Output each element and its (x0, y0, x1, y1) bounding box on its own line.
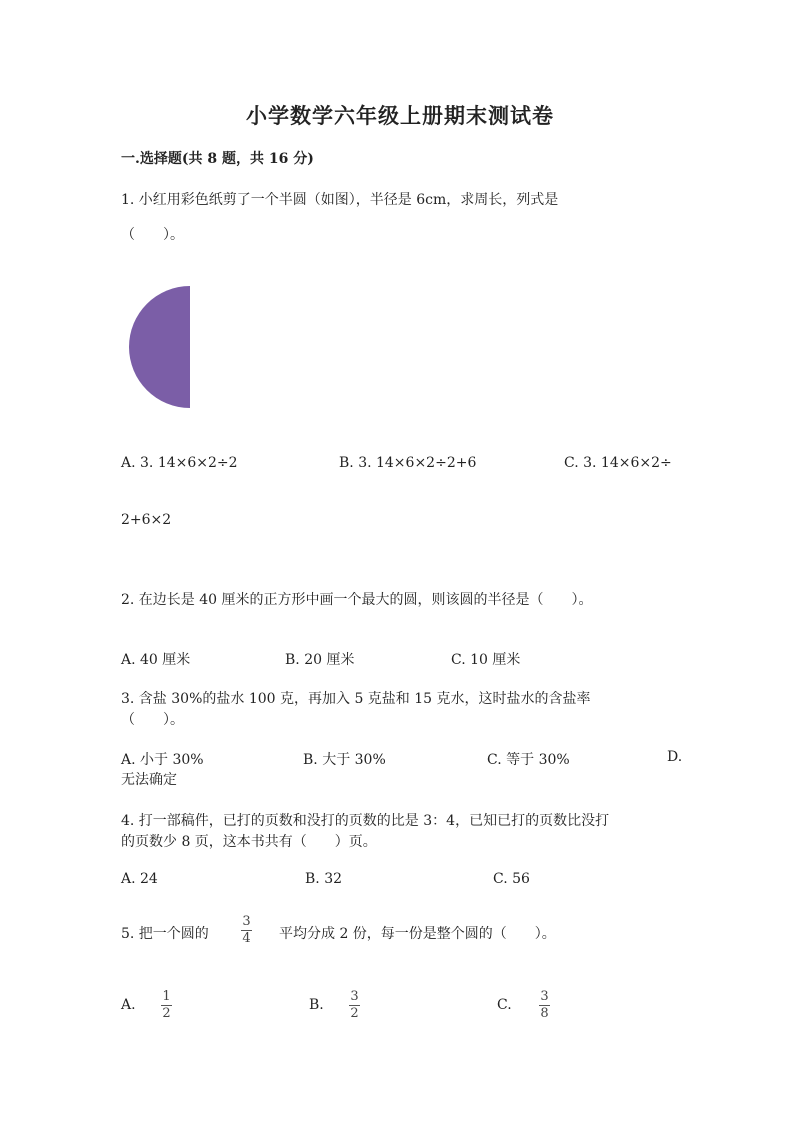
question-4-stem: 4. 打一部稿件，已打的页数和没打的页数的比是 3：4，已知已打的页数比没打 (121, 813, 610, 829)
fraction-denominator: 8 (540, 1006, 549, 1021)
question-1-option-a[interactable]: A. 3. 14×6×2÷2 (121, 455, 238, 471)
question-5-option-a-label[interactable]: A. (121, 997, 136, 1013)
question-2-stem: 2. 在边长是 40 厘米的正方形中画一个最大的圆，则该圆的半径是（ ）。 (121, 592, 593, 608)
question-1-stem: 1. 小红用彩色纸剪了一个半圆（如图），半径是 6cm，求周长，列式是 (121, 192, 559, 208)
page-title: 小学数学六年级上册期末测试卷 (246, 103, 554, 128)
question-3-option-a[interactable]: A. 小于 30% (121, 752, 204, 768)
question-2-option-c[interactable]: C. 10 厘米 (451, 652, 521, 668)
question-5-option-c-label[interactable]: C. (497, 997, 512, 1013)
question-5-stem-start: 5. 把一个圆的 (121, 926, 209, 942)
question-4-option-a[interactable]: A. 24 (121, 871, 158, 887)
question-5-fraction (241, 915, 252, 946)
question-5-option-b-label[interactable]: B. (309, 997, 324, 1013)
question-5-option-b-fraction[interactable] (349, 990, 360, 1021)
question-1-option-c[interactable]: C. 3. 14×6×2÷ (564, 455, 672, 471)
question-4-option-c[interactable]: C. 56 (493, 871, 530, 887)
fraction-denominator: 2 (350, 1006, 359, 1021)
section-heading: 一.选择题(共 8 题，共 16 分) (121, 151, 314, 167)
question-1-stem-blank: （ ）。 (121, 227, 184, 243)
question-2-option-a[interactable]: A. 40 厘米 (121, 652, 191, 668)
fraction-denominator: 4 (242, 931, 251, 946)
semicircle-figure (128, 284, 194, 410)
question-4-stem-line2: 的页数少 8 页，这本书共有（ ）页。 (121, 834, 377, 850)
question-2-option-b[interactable]: B. 20 厘米 (285, 652, 355, 668)
question-1-option-b[interactable]: B. 3. 14×6×2÷2+6 (339, 455, 477, 471)
question-5-option-c-fraction[interactable] (539, 990, 550, 1021)
question-5-stem-end: 平均分成 2 份，每一份是整个圆的（ ）。 (279, 926, 556, 942)
fraction-denominator: 2 (162, 1006, 171, 1021)
question-4-option-b[interactable]: B. 32 (305, 871, 343, 887)
fraction-numerator: 3 (242, 914, 251, 929)
question-3-option-c[interactable]: C. 等于 30% (487, 752, 570, 768)
question-5-option-a-fraction[interactable] (161, 990, 172, 1021)
question-3-option-d[interactable]: D. (667, 749, 683, 765)
question-1-option-c-continued: 2+6×2 (121, 512, 172, 528)
fraction-numerator: 3 (350, 989, 359, 1004)
semicircle-shape (129, 286, 190, 408)
fraction-numerator: 3 (540, 989, 549, 1004)
question-3-option-d-continued: 无法确定 (121, 772, 177, 788)
question-3-option-b[interactable]: B. 大于 30% (303, 752, 386, 768)
question-3-stem-blank: （ ）。 (121, 712, 184, 728)
question-3-stem: 3. 含盐 30%的盐水 100 克，再加入 5 克盐和 15 克水，这时盐水的含盐率 (121, 691, 591, 707)
fraction-numerator: 1 (162, 989, 171, 1004)
